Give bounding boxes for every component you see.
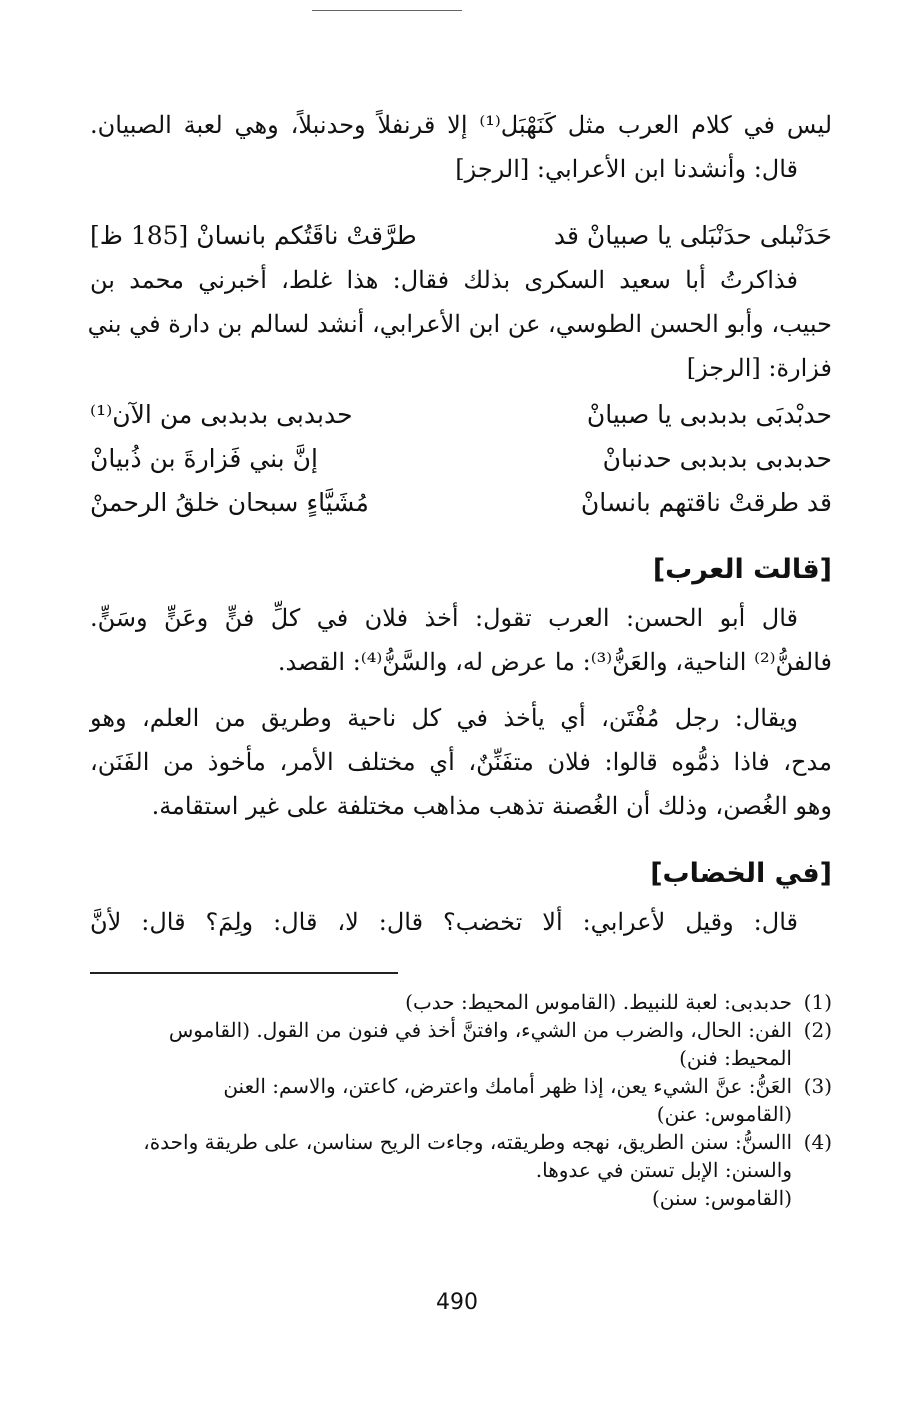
footnote-number: (3) (803, 1074, 832, 1098)
verse-hemistich-left: مُشَيَّاءٍ سبحان خلقُ الرحمنْ (90, 488, 369, 517)
footnote-number: (1) (803, 990, 832, 1014)
text-line: قال: وقيل لأعرابي: ألا تخضب؟ قال: لا، قال: ولِمَ؟ قال: لأنَّ (90, 908, 798, 936)
verse-block (90, 393, 832, 525)
section-heading: [قالت العرب] (652, 554, 832, 585)
text-line: حبيب، وأبو الحسن الطوسي، عن ابن الأعرابي، أنشد لسالم بن دارة في بني (87, 310, 832, 338)
verse-hemistich-right: حَدَنْبلى حدَنْبَلى يا صبيانْ قد (553, 221, 832, 250)
verse-row (90, 437, 832, 481)
footnote (90, 1128, 832, 1212)
footnote (90, 988, 832, 1016)
footnote (90, 1016, 832, 1072)
paragraph-arab-saying (90, 596, 832, 684)
verse-hemistich-right: قد طرقتْ ناقتهم بانسانْ (580, 488, 832, 517)
footnote-number: (2) (803, 1018, 832, 1042)
footnote-rule (90, 972, 398, 974)
book-page (87, 0, 833, 1414)
text-line: قال: وأنشدنا ابن الأعرابي: [الرجز] (455, 155, 798, 183)
verse-row (90, 214, 832, 258)
text-line: ويقال: رجل مُفْتَن، أي يأخذ في كل ناحية وطريق من العلم، وهو (90, 704, 798, 732)
footnote (90, 1072, 832, 1128)
footnote-number: (4) (803, 1130, 832, 1154)
footnote-text: (القاموس: عنن) (656, 1102, 792, 1126)
verse-hemistich-right: حدبدبى بدبدبى حدنبانْ (602, 444, 832, 473)
footnote-text: الفن: الحال، والضرب من الشيء، وافتنَّ أخذ في فنون من القول. (القاموس (168, 1018, 792, 1042)
verse-couplet (90, 214, 832, 258)
verse-hemistich-left: طرَّقتْ ناقَتُكم بانسانْ [185 ظ] (90, 221, 417, 250)
verse-row (90, 393, 832, 437)
section-heading: [في الخضاب] (650, 858, 832, 889)
paragraph-intro (90, 103, 832, 191)
text-line: فالفنُّ⁽²⁾ الناحية، والعَنُّ⁽³⁾: ما عرض له، والسَّنُّ⁽⁴⁾: القصد. (277, 648, 832, 676)
text-line: مدح، فاذا ذمُّوه قالوا: فلان متفَنِّنٌ، أي مختلف الأمر، مأخوذ من الفَنَن، (90, 748, 832, 776)
footnotes (90, 988, 832, 1212)
footnote-text: (القاموس: سنن) (651, 1186, 792, 1210)
paragraph-khidab (90, 900, 832, 944)
footnote-text: حدبدبى: لعبة للنبيط. (القاموس المحيط: حدب) (405, 990, 792, 1014)
verse-row (90, 481, 832, 525)
page-number: 490 (436, 1290, 478, 1315)
footnote-text: العَنُّ: عنَّ الشيء يعن، إذا ظهر أمامك واعترض، كاعتن، والاسم: العنن (223, 1074, 792, 1098)
footnote-text: والسنن: الإبل تستن في عدوها. (535, 1158, 792, 1182)
text-line: فزارة: [الرجز] (686, 354, 832, 382)
text-line: فذاكرتُ أبا سعيد السكرى بذلك فقال: هذا غلط، أخبرني محمد بن (90, 266, 798, 294)
text-line: وهو الغُصن، وذلك أن الغُصنة تذهب مذاهب مختلفة على غير استقامة. (151, 792, 832, 820)
paragraph-muftan (90, 696, 832, 828)
text-line: قال أبو الحسن: العرب تقول: أخذ فلان في كلِّ فنٍّ وعَنٍّ وسَنٍّ. (90, 604, 798, 632)
text-line: ليس في كلام العرب مثل كَنَهْبَل⁽¹⁾ إلا قرنفلاً وحدنبلاً، وهي لعبة الصبيان. (90, 111, 833, 139)
verse-hemistich-left: إنَّ بني فَزارةَ بن ذُبيانْ (90, 444, 318, 473)
paragraph-sukkari (87, 258, 832, 390)
footnote-text: االسنُّ: سنن الطريق، نهجه وطريقته، وجاءت الريح سناسن، على طريقة واحدة، (143, 1130, 792, 1154)
verse-hemistich-left: حدبدبى بدبدبى من الآن⁽¹⁾ (90, 400, 353, 429)
footnote-text: المحيط: فنن) (679, 1046, 792, 1070)
verse-hemistich-right: حدبْدبَى بدبدبى يا صبيانْ (586, 400, 832, 429)
